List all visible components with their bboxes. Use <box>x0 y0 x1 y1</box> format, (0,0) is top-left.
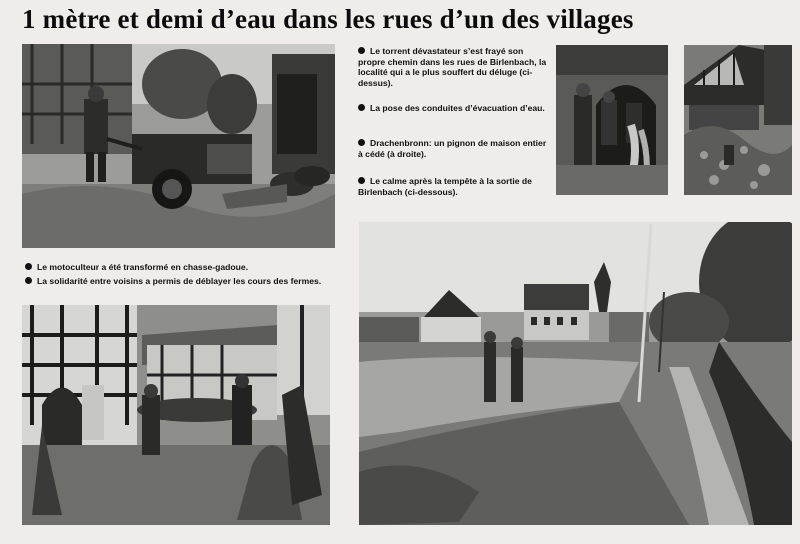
photo-motoculteur <box>22 44 335 248</box>
bullet-icon <box>358 47 365 54</box>
caption-text: Drachenbronn: un pignon de maison entier à cédé (à droite). <box>358 138 547 159</box>
photo-collapsed-gable <box>684 45 792 195</box>
bullet-icon <box>358 139 365 146</box>
caption-motoculteur <box>25 262 333 273</box>
caption-text: Le calme après la tempête à la sortie de Birlenbach (ci-dessous). <box>358 176 532 197</box>
bullet-icon <box>358 177 365 184</box>
caption-text: Le motoculteur a été transformé en chasse-gadoue. <box>37 262 249 272</box>
photo-village-road <box>359 222 792 525</box>
bullet-icon <box>25 277 32 284</box>
caption-drachenbronn <box>358 138 548 159</box>
caption-torrent <box>358 46 548 88</box>
page-headline: 1 mètre et demi d’eau dans les rues d’un des villages <box>22 4 634 34</box>
photo-courtyard <box>22 305 330 525</box>
caption-text: Le torrent dévastateur s’est frayé son propre chemin dans les rues de Birlenbach, la localité qui a le plus souffert du déluge (ci-dessus). <box>358 46 547 88</box>
caption-conduites <box>358 103 548 114</box>
caption-calme <box>358 176 548 197</box>
caption-text: La pose des conduites d’évacuation d’eau. <box>370 103 545 113</box>
bullet-icon <box>25 263 32 270</box>
caption-solidarite <box>25 276 333 287</box>
caption-text: La solidarité entre voisins a permis de déblayer les cours des fermes. <box>37 276 322 286</box>
bullet-icon <box>358 104 365 111</box>
photo-pipes <box>556 45 668 195</box>
